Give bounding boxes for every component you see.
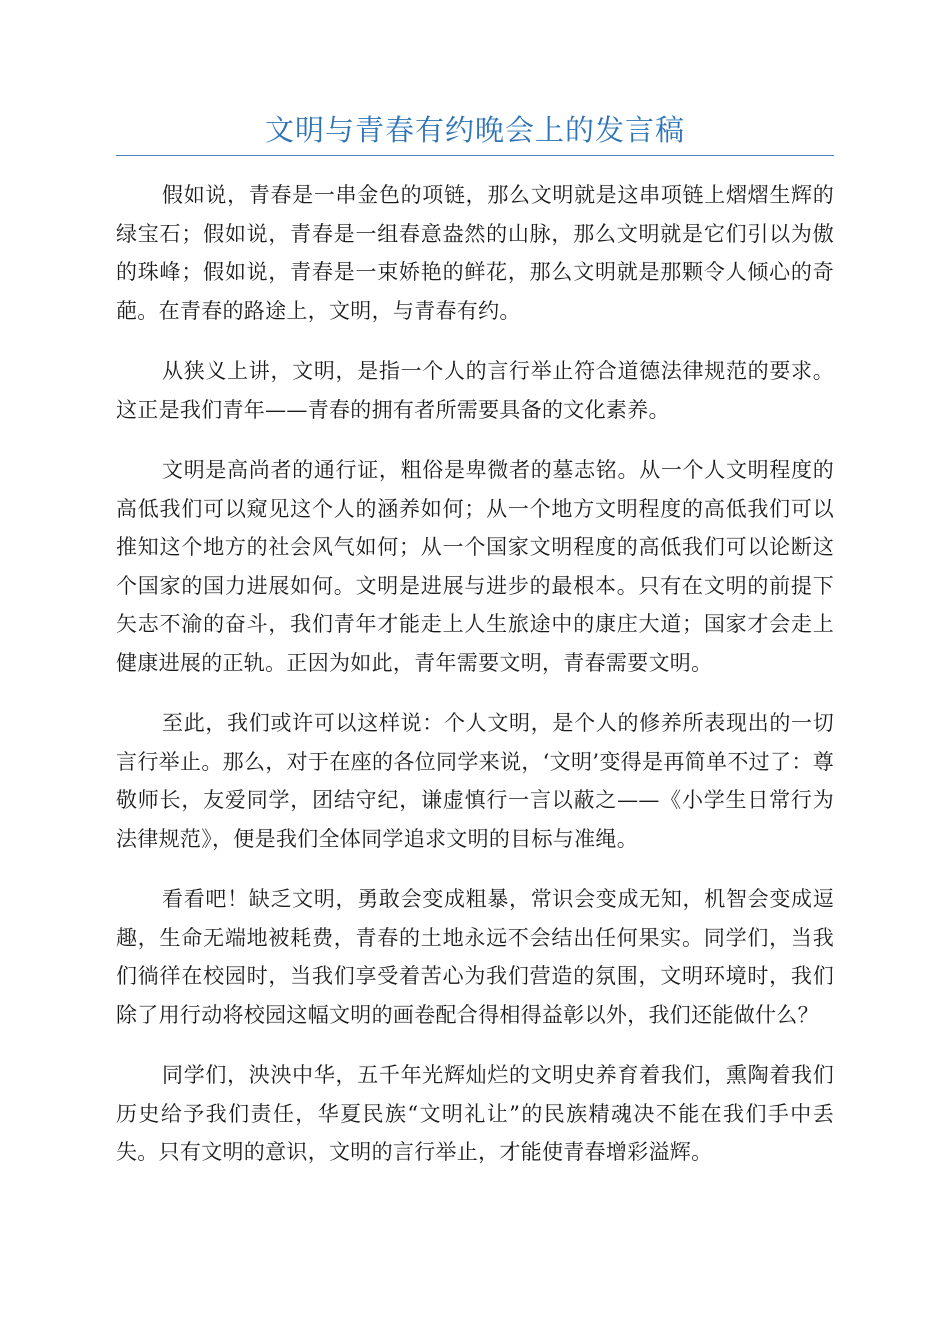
paragraph-5: 看看吧！缺乏文明，勇敢会变成粗暴，常识会变成无知，机智会变成逗趣，生命无端地被耗费，青春的土地永远不会结出任何果实。同学们，当我们徜徉在校园时，当我们享受着苦心为我们营造的氛围，文明环境时，我们除了用行动将校园这幅文明的画卷配合得相得益彰以外，我们还能做什么？ [116, 887, 834, 1027]
paragraph-4: 至此，我们或许可以这样说：个人文明，是个人的修养所表现出的一切言行举止。那么，对于在座的各位同学来说，‘文明’变得是再简单不过了：尊敬师长，友爱同学，团结守纪，谦虚慎行一言以蔽之——《小学生日常行为法律规范》，便是我们全体同学追求文明的目标与准绳。 [116, 711, 834, 851]
title-underline [116, 155, 834, 156]
document-body [116, 176, 834, 1194]
paragraph-1: 假如说，青春是一串金色的项链，那么文明就是这串项链上熠熠生辉的绿宝石；假如说，青春是一组春意盎然的山脉，那么文明就是它们引以为傲的珠峰；假如说，青春是一束娇艳的鲜花，那么文明就是那颗令人倾心的奇葩。在青春的路途上，文明，与青春有约。 [116, 183, 834, 323]
document-title: 文明与青春有约晚会上的发言稿 [264, 113, 685, 147]
paragraph-6: 同学们，泱泱中华，五千年光辉灿烂的文明史养育着我们，熏陶着我们历史给予我们责任，华夏民族“文明礼让”的民族精魂决不能在我们手中丢失。只有文明的意识，文明的言行举止，才能使青春增彩溢辉。 [116, 1063, 834, 1164]
paragraph-3: 文明是高尚者的通行证，粗俗是卑微者的墓志铭。从一个人文明程度的高低我们可以窥见这个人的涵养如何；从一个地方文明程度的高低我们可以推知这个地方的社会风气如何；从一个国家文明程度的高低我们可以论断这个国家的国力进展如何。文明是进展与进步的最根本。只有在文明的前提下矢志不渝的奋斗，我们青年才能走上人生旅途中的康庄大道；国家才会走上健康进展的正轨。正因为如此，青年需要文明，青春需要文明。 [116, 458, 834, 675]
paragraph-2: 从狭义上讲，文明，是指一个人的言行举止符合道德法律规范的要求。这正是我们青年——青春的拥有者所需要具备的文化素养。 [116, 359, 834, 422]
